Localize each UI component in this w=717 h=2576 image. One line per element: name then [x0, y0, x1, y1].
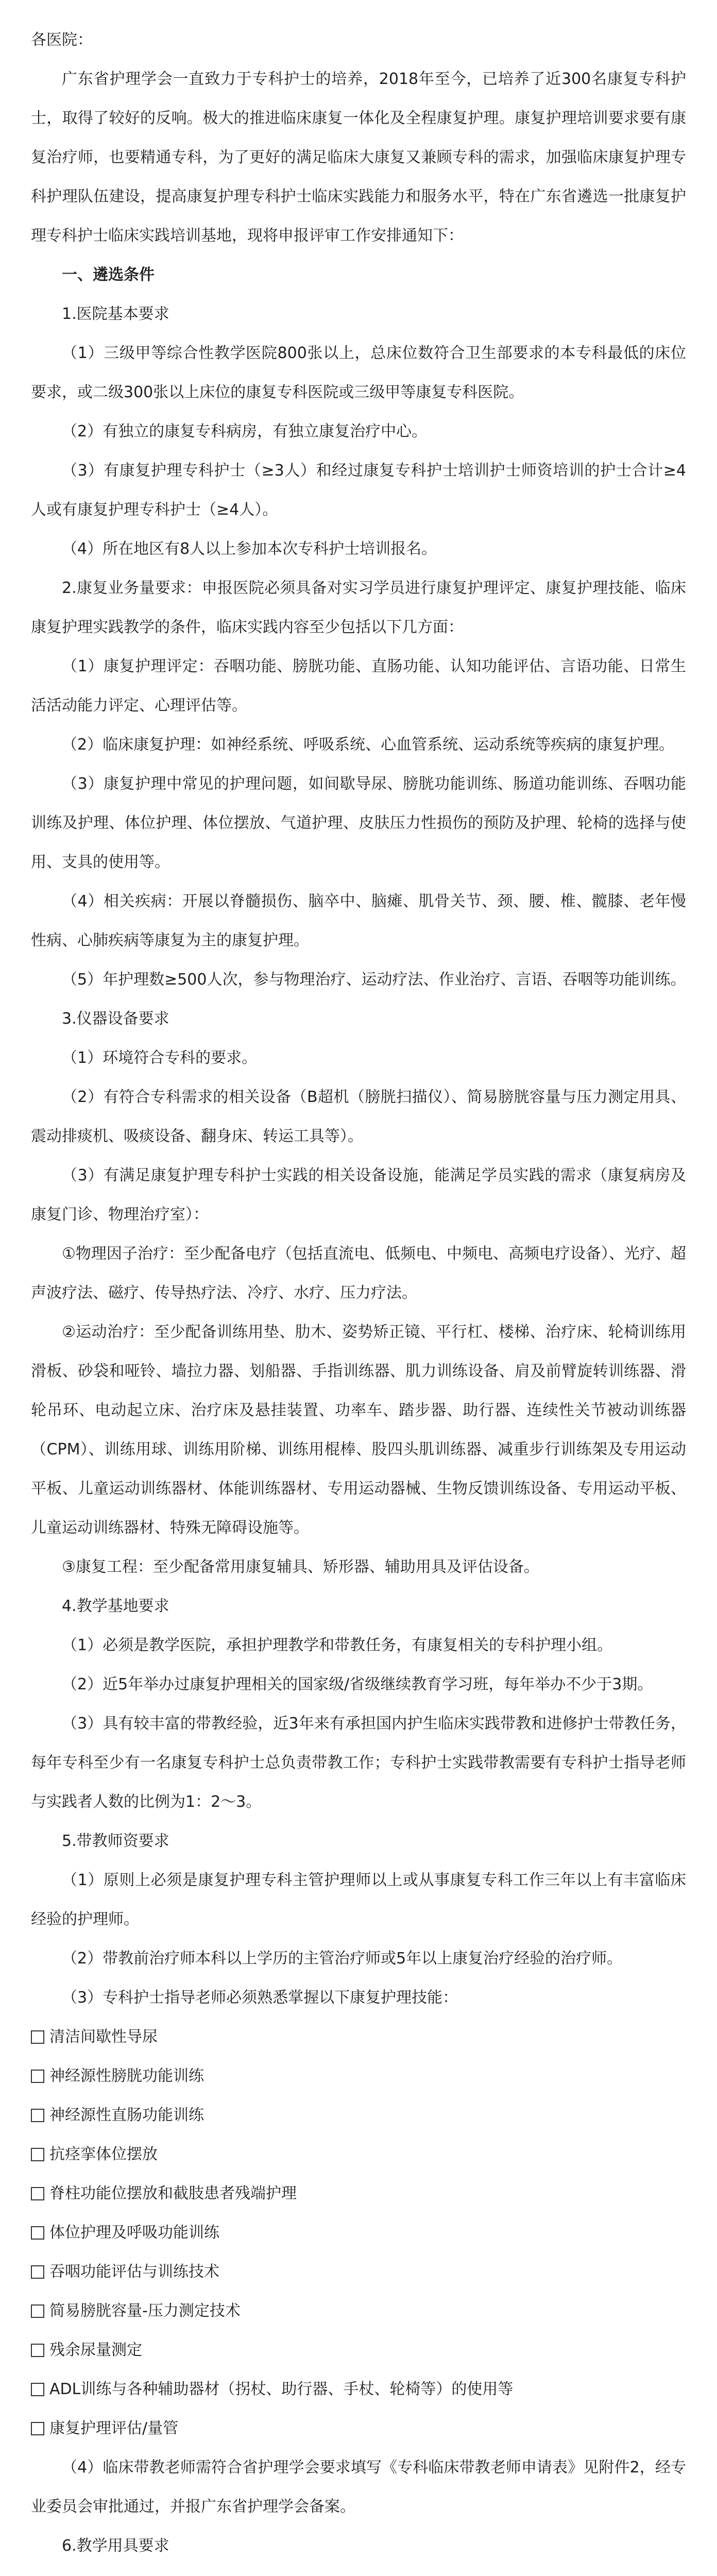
skill-item — [31, 2292, 686, 2331]
list-item: （2）近5年举办过康复护理相关的国家级/省级继续教育学习班，每年举办不少于3期。 — [62, 1675, 653, 1693]
checkbox-icon — [31, 2187, 44, 2200]
skill-item — [31, 2135, 686, 2174]
skill-item — [31, 2096, 686, 2135]
checkbox-icon — [31, 2226, 44, 2240]
skill-label: 残余尿量测定 — [49, 2341, 142, 2359]
skill-item — [31, 2057, 686, 2096]
checkbox-icon — [31, 2304, 44, 2318]
list-item: （1）环境符合专科的要求。 — [62, 1049, 258, 1067]
list-item: （2）临床康复护理：如神经系统、呼吸系统、心血管系统、运动系统等疾病的康复护理。 — [62, 736, 675, 754]
skill-item — [31, 2213, 686, 2252]
skill-label: 脊柱功能位摆放和截肢患者残端护理 — [49, 2184, 297, 2202]
list-item: ②运动治疗：至少配备训练用垫、肋木、姿势矫正镜、平行杠、楼梯、治疗床、轮椅训练用滑板、砂袋和哑铃、墙拉力器、划船器、手指训练器、肌力训练设备、肩及前臂旋转训练器、滑轮吊环、电动起立床、治疗床及悬挂装置、功率车、踏步器、助行器、连续性关节被动训练器（CPM）、训练用球、训练用阶梯、训练用棍棒、股四头肌训练器、减重步行训练架及专用运动平板、儿童运动训练器材、体能训练器材、专用运动器械、生物反馈训练设备、专用运动平板、儿童运动训练器材、特殊无障碍设施等。 — [31, 1323, 686, 1537]
skill-label: 抗痉挛体位摆放 — [49, 2145, 158, 2163]
list-item: （5）年护理数≥500人次，参与物理治疗、运动疗法、作业治疗、言语、吞咽等功能训练。 — [62, 971, 686, 989]
skill-item — [31, 2018, 686, 2057]
list-item: （3）有满足康复护理专科护士实践的相关设备设施，能满足学员实践的需求（康复病房及康复门诊、物理治疗室）： — [31, 1166, 686, 1224]
list-item: （1）康复护理评定：吞咽功能、膀胱功能、直肠功能、认知功能评估、言语功能、日常生活活动能力评定、心理评估等。 — [31, 657, 686, 715]
subsection-heading: 3.仪器设备要求 — [62, 1010, 169, 1028]
list-item: ③康复工程：至少配备常用康复辅具、矫形器、辅助用具及评估设备。 — [62, 1558, 539, 1576]
checkbox-icon — [31, 2422, 44, 2435]
section-heading-1: 一、遴选条件 — [62, 266, 155, 284]
skill-item — [31, 2370, 686, 2409]
subsection-heading: 2.康复业务量要求：申报医院必须具备对实习学员进行康复护理评定、康复护理技能、临床康复护理实践教学的条件，临床实践内容至少包括以下几方面： — [31, 579, 686, 636]
skill-item — [31, 2174, 686, 2213]
list-item: （2）有独立的康复专科病房，有独立康复治疗中心。 — [62, 422, 428, 440]
checkbox-icon — [31, 2070, 44, 2083]
list-item: （4）所在地区有8人以上参加本次专科护士培训报名。 — [62, 540, 437, 558]
skill-label: 体位护理及呼吸功能训练 — [49, 2224, 219, 2242]
subsection-heading: 1.医院基本要求 — [62, 305, 169, 323]
checkbox-icon — [31, 2109, 44, 2122]
checkbox-icon — [31, 2030, 44, 2044]
list-item: （4）临床带教老师需符合省护理学会要求填写《专科临床带教老师申请表》见附件2，经专业委员会审批通过，并报广东省护理学会备案。 — [31, 2459, 686, 2516]
skill-label: 神经源性膀胱功能训练 — [49, 2067, 204, 2085]
list-item — [31, 2566, 686, 2576]
skill-item — [31, 2331, 686, 2370]
skill-label: 神经源性直肠功能训练 — [49, 2106, 204, 2124]
list-item: （2）带教前治疗师本科以上学历的主管治疗师或5年以上康复治疗经验的治疗师。 — [62, 1950, 623, 1968]
subsection-heading: 6.教学用具要求 — [62, 2537, 169, 2555]
list-item: ①物理因子治疗：至少配备电疗（包括直流电、低频电、中频电、高频电疗设备）、光疗、超声波疗法、磁疗、传导热疗法、冷疗、水疗、压力疗法。 — [31, 1245, 686, 1302]
salutation: 各医院： — [31, 31, 93, 49]
checkbox-icon — [31, 2148, 44, 2161]
subsection-heading: 4.教学基地要求 — [62, 1597, 169, 1615]
list-item: （1）原则上必须是康复护理专科主管护理师以上或从事康复专科工作三年以上有丰富临床经验的护理师。 — [31, 1871, 686, 1928]
skill-item — [31, 2252, 686, 2292]
skill-item — [31, 2409, 686, 2448]
list-item: （3）有康复护理专科护士（≥3人）和经过康复专科护士培训护士师资培训的护士合计≥4人或有康复护理专科护士（≥4人）。 — [31, 462, 686, 519]
checkbox-icon — [31, 2344, 44, 2357]
intro-paragraph: 广东省护理学会一直致力于专科护士的培养，2018年至今，已培养了近300名康复专科护士，取得了较好的反响。极大的推进临床康复一体化及全程康复护理。康复护理培训要求要有康复治疗师，也要精通专科，为了更好的满足临床大康复又兼顾专科的需求，加强临床康复护理专科护理队伍建设，提高康复护理专科护士临床实践能力和服务水平，特在广东省遴选一批康复护理专科护士临床实践培训基地，现将申报评审工作安排通知下： — [31, 70, 686, 245]
checkbox-icon — [31, 2265, 44, 2279]
list-item: （1）必须是教学医院，承担护理教学和带教任务，有康复相关的专科护理小组。 — [62, 1636, 613, 1654]
list-item: （3）专科护士指导老师必须熟悉掌握以下康复护理技能： — [62, 1989, 458, 2007]
checkbox-icon — [31, 2383, 44, 2396]
list-item: （2）有符合专科需求的相关设备（B超机（膀胱扫描仪）、简易膀胱容量与压力测定用具、震动排痰机、吸痰设备、翻身床、转运工具等）。 — [31, 1088, 686, 1145]
skill-label: 清洁间歇性导尿 — [49, 2028, 158, 2046]
skill-label: 简易膀胱容量-压力测定技术 — [49, 2302, 241, 2320]
list-item: （3）康复护理中常见的护理问题，如间歇导尿、膀胱功能训练、肠道功能训练、吞咽功能训练及护理、体位护理、体位摆放、气道护理、皮肤压力性损伤的预防及护理、轮椅的选择与使用、支具的使用等。 — [31, 775, 686, 871]
list-item: （3）具有较丰富的带教经验，近3年来有承担国内护生临床实践带教和进修护士带教任务，每年专科至少有一名康复专科护士总负责带教工作；专科护士实践带教需要有专科护士指导老师与实践者人数的比例为1：2～3。 — [31, 1715, 686, 1811]
list-item: （4）相关疾病：开展以脊髓损伤、脑卒中、脑瘫、肌骨关节、颈、腰、椎、髋膝、老年慢性病、心肺疾病等康复为主的康复护理。 — [31, 892, 686, 950]
list-item: （1）三级甲等综合性教学医院800张以上，总床位数符合卫生部要求的本专科最低的床位要求，或二级300张以上床位的康复专科医院或三级甲等康复专科医院。 — [31, 344, 686, 401]
subsection-heading: 5.带教师资要求 — [62, 1832, 169, 1850]
skill-label: 康复护理评估/量管 — [49, 2419, 179, 2437]
skill-label: ADL训练与各种辅助器材（拐杖、助行器、手杖、轮椅等）的使用等 — [49, 2380, 514, 2398]
skill-label: 吞咽功能评估与训练技术 — [49, 2263, 219, 2281]
